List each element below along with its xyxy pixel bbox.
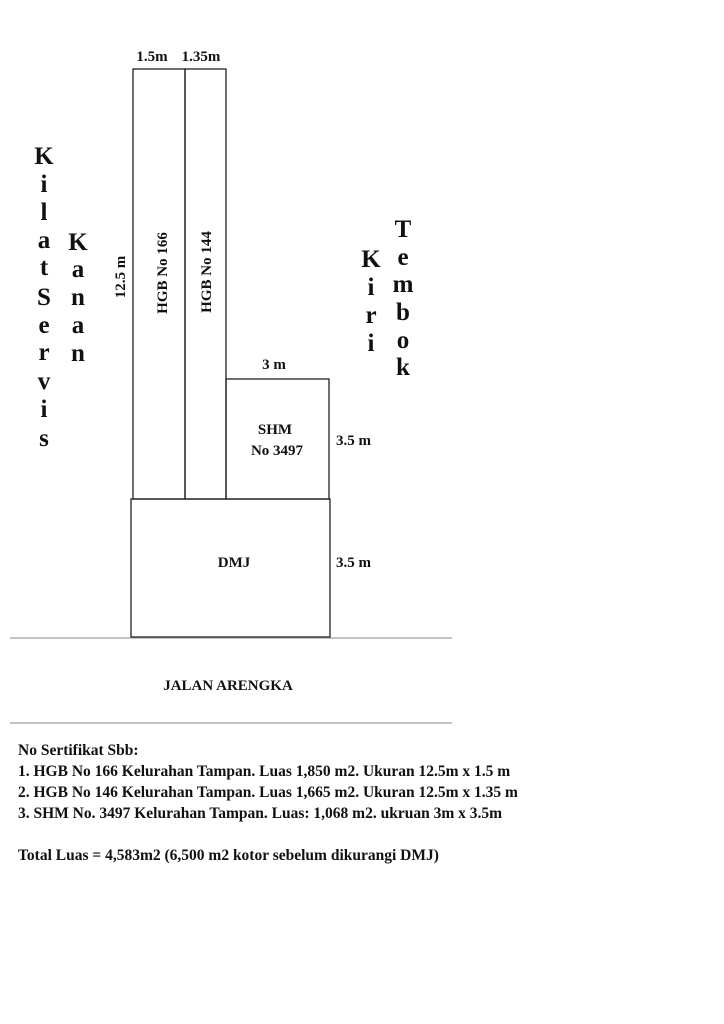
side-char: i xyxy=(367,274,375,301)
notes-spacer xyxy=(18,824,708,845)
side-char: e xyxy=(38,312,50,339)
side-char: b xyxy=(396,299,410,326)
dim-width-hgb144: 1.35m xyxy=(181,49,221,65)
label-dmj: DMJ xyxy=(217,555,251,571)
side-char: a xyxy=(71,312,85,339)
side-char: K xyxy=(361,246,381,273)
side-char: T xyxy=(394,216,412,243)
dim-length-hgb: 12.5 m xyxy=(113,255,129,299)
side-char: i xyxy=(40,171,48,198)
side-char: k xyxy=(396,354,410,381)
side-char: i xyxy=(367,330,375,357)
side-label-tembok xyxy=(393,216,414,381)
side-label-kilat-servis xyxy=(34,143,54,452)
side-char: K xyxy=(68,229,88,256)
side-char: o xyxy=(396,327,410,354)
side-char: i xyxy=(40,396,48,423)
side-char: s xyxy=(39,425,49,452)
side-char: e xyxy=(397,244,409,271)
side-char: l xyxy=(40,199,48,226)
side-char: v xyxy=(37,368,51,395)
side-label-kanan xyxy=(68,229,88,367)
side-char: n xyxy=(71,284,85,311)
side-char: a xyxy=(71,256,85,283)
label-hgb-166: HGB No 166 xyxy=(155,232,171,314)
dim-length-dmj: 3.5 m xyxy=(336,555,371,571)
notes-heading: No Sertifikat Sbb: xyxy=(18,742,139,759)
dim-length-shm: 3.5 m xyxy=(336,433,371,449)
dim-width-shm: 3 m xyxy=(262,357,286,373)
notes-total: Total Luas = 4,583m2 (6,500 m2 kotor sebelum dikurangi DMJ) xyxy=(18,847,439,864)
side-char: m xyxy=(392,271,414,298)
label-shm-line1: SHM xyxy=(257,422,293,438)
certificate-notes xyxy=(18,740,708,866)
parcel-shm-3497 xyxy=(226,379,329,499)
dim-width-hgb166: 1.5m xyxy=(136,49,168,65)
notes-item-2: 2. HGB No 146 Kelurahan Tampan. Luas 1,665 m2. Ukuran 12.5m x 1.35 m xyxy=(18,784,518,801)
side-char: t xyxy=(39,254,49,281)
side-char: r xyxy=(38,339,50,366)
label-shm-line2: No 3497 xyxy=(250,443,304,459)
notes-item-1: 1. HGB No 166 Kelurahan Tampan. Luas 1,850 m2. Ukuran 12.5m x 1.5 m xyxy=(18,763,511,780)
notes-item-3: 3. SHM No. 3497 Kelurahan Tampan. Luas: 1,068 m2. ukruan 3m x 3.5m xyxy=(18,805,503,822)
side-label-kiri xyxy=(361,246,381,357)
side-char: a xyxy=(37,227,51,254)
label-hgb-144: HGB No 144 xyxy=(199,231,215,313)
side-char: K xyxy=(34,143,54,170)
side-char: n xyxy=(71,340,85,367)
side-char: S xyxy=(37,284,51,311)
road-name: JALAN ARENGKA xyxy=(163,678,293,694)
side-char: r xyxy=(365,302,377,329)
